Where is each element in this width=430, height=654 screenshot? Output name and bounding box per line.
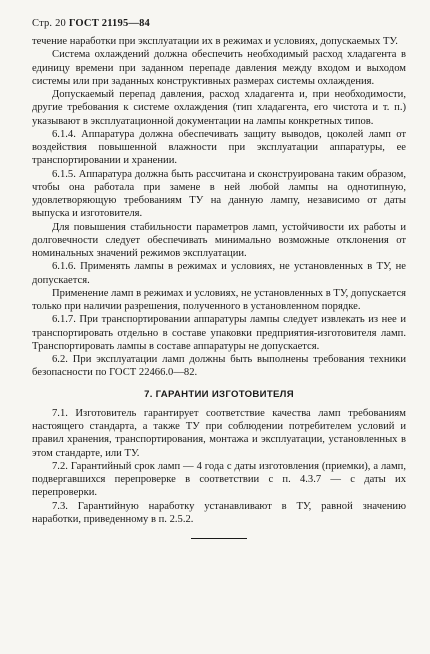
document-body — [32, 35, 406, 526]
paragraph: 7.3. Гарантийную наработку устанавливают в ТУ, равной значению наработки, приведенному в п. 2.5.2. — [32, 500, 406, 525]
paragraph-group-6 — [32, 35, 406, 380]
paragraph: 6.1.7. При транспортировании аппаратуры лампы следует извлекать из нее и транспортировать отдельно в составе упаковки предприятия-изготовителя ламп. Транспортировать лампы в составе аппаратуры не допускается. — [32, 314, 406, 352]
page-header — [32, 18, 406, 29]
section-title: 7. ГАРАНТИИ ИЗГОТОВИТЕЛЯ — [144, 388, 294, 400]
paragraph: течение наработки при эксплуатации их в режимах и условиях, допускаемых ТУ. — [32, 36, 398, 47]
end-rule — [191, 538, 247, 539]
paragraph: 6.2. При эксплуатации ламп должны быть выполнены требования техники безопасности по ГОСТ 22466.0—82. — [32, 354, 406, 379]
paragraph: Применение ламп в режимах и условиях, не установленных в ТУ, допускается только при наличии разрешения, полученного в установленном порядке. — [32, 287, 407, 312]
paragraph: 6.1.6. Применять лампы в режимах и условиях, не установленных в ТУ, не допускается. — [32, 261, 406, 286]
standard-code: ГОСТ 21195—84 — [68, 18, 151, 29]
paragraph-group-7 — [32, 407, 406, 526]
paragraph: Для повышения стабильности параметров ламп, устойчивости их работы и долговечности следует обеспечивать минимально возможные отклонения от номинальных значений режимов эксплуатации. — [32, 221, 406, 259]
paragraph: Допускаемый перепад давления, расход хладагента и, при необходимости, другие требования к системе охлаждения (тип хладагента, его чистота и т. п.) указывают в эксплуатационной документации на лампы конкретных типов. — [32, 89, 406, 127]
paragraph: 6.1.4. Аппаратура должна обеспечивать защиту выводов, цоколей ламп от воздействия повышенной влажности при эксплуатации аппаратуры, ее транспортировании и хранении. — [32, 128, 406, 167]
paragraph: Система охлаждений должна обеспечить необходимый расход хладагента в единицу времени при заданном перепаде давления между входом и выходом системы или при заданных конструктивных размерах системы охлаждения. — [32, 49, 406, 87]
paragraph: 7.1. Изготовитель гарантирует соответствие качества ламп требованиям настоящего стандарта, а также ТУ при соблюдении потребителем условий и правил хранения, транспортирования, монтажа и эксплуатации, установленных в этом стандарте, или ТУ. — [32, 407, 406, 459]
page-number: Стр. 20 — [32, 18, 66, 29]
paragraph: 6.1.5. Аппаратура должна быть рассчитана и сконструирована таким образом, чтобы она работала при замене в ней любой лампы на однотипную, удовлетворяющую требованиям ТУ на данную лампу, независимо от даты выпуска и изготовителя. — [32, 168, 406, 220]
paragraph: 7.2. Гарантийный срок ламп — 4 года с даты изготовления (приемки), а ламп, подвергавшихся перепроверке в соответствии с п. 4.3.7 — с даты их перепроверки. — [32, 460, 406, 499]
